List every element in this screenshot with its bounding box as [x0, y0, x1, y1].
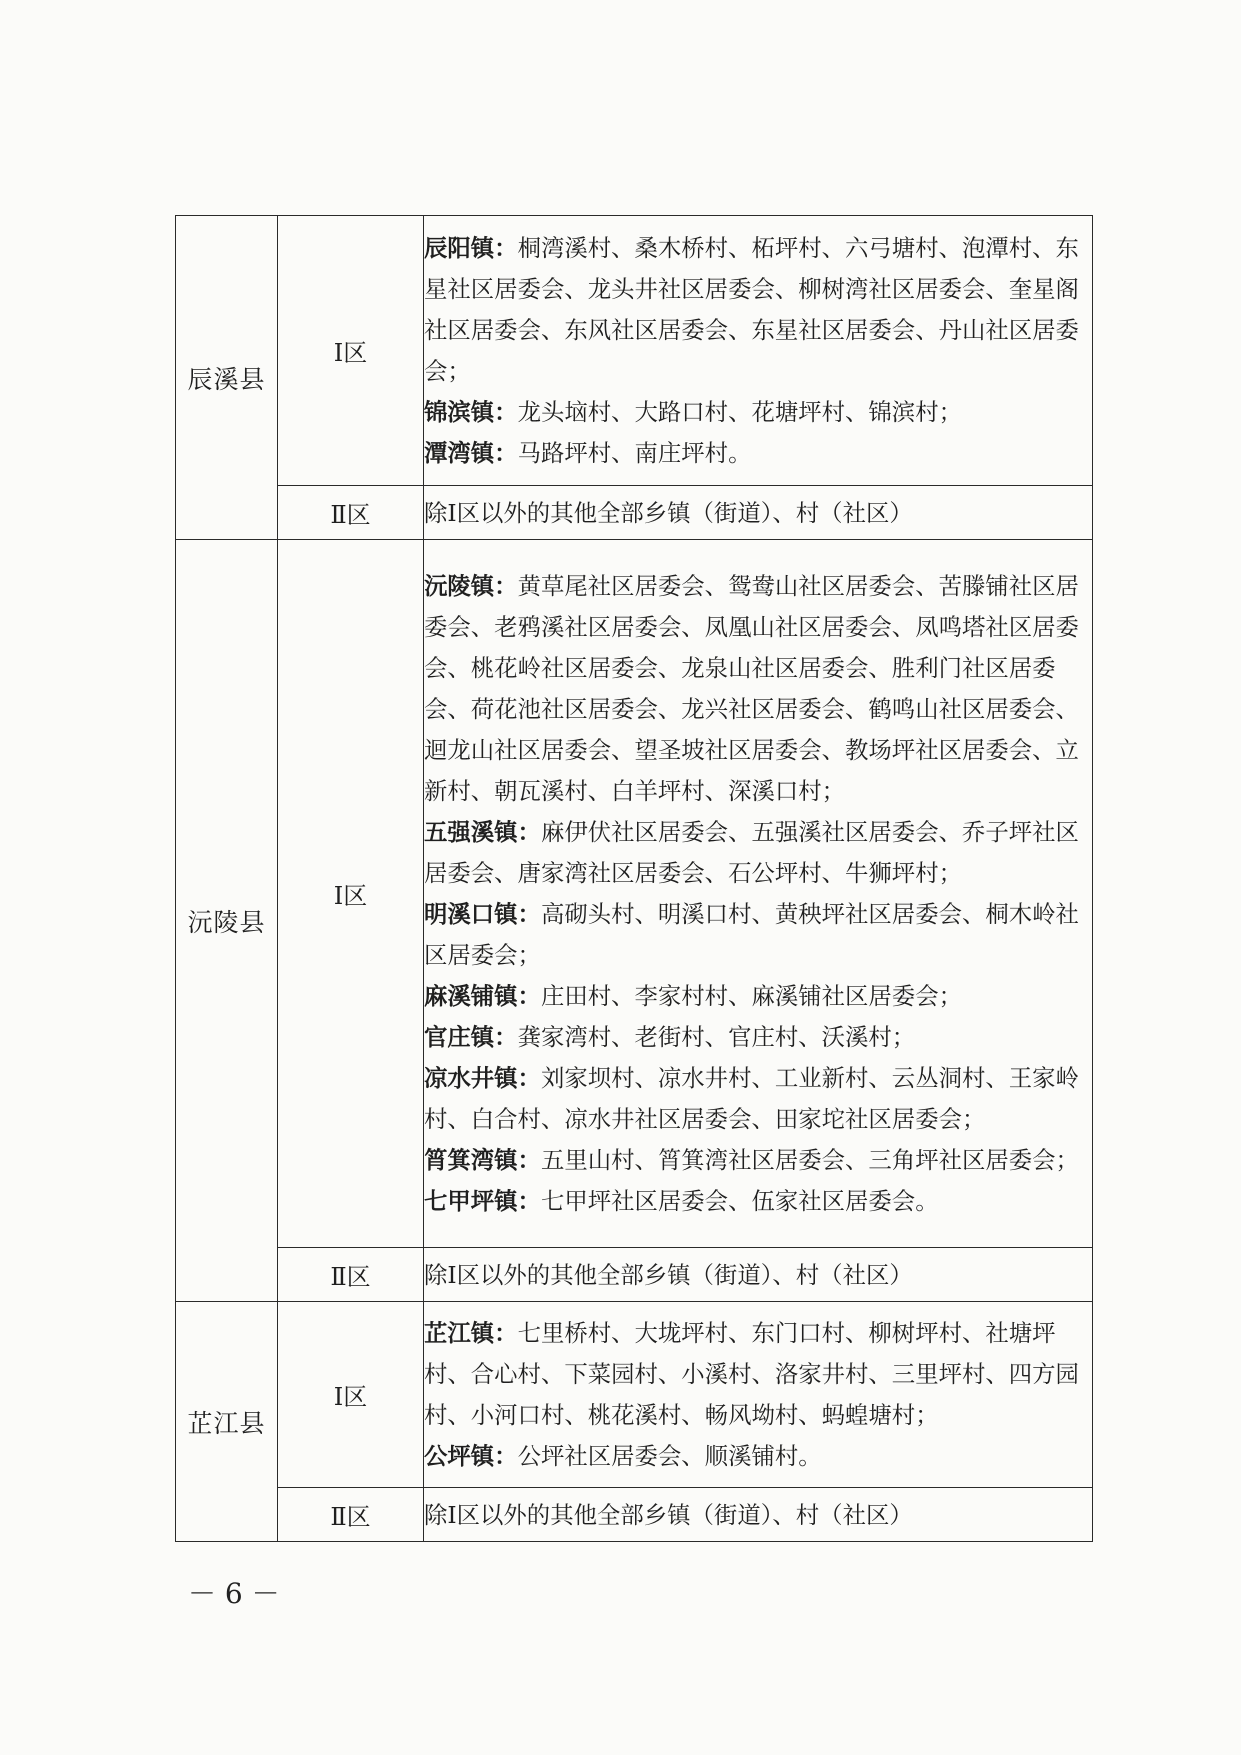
table-row: [176, 216, 1093, 486]
town-entry: [424, 392, 1092, 433]
town-places: 七里桥村、大垅坪村、东门口村、柳树坪村、社塘坪村、合心村、下菜园村、小溪村、洛家井村、三里坪村、四方园村、小河口村、桃花溪村、畅风坳村、蚂蝗塘村；: [424, 1318, 1079, 1429]
county-cell: 沅陵县: [176, 540, 278, 1302]
town-entry: [424, 976, 1092, 1017]
town-entry: [424, 1313, 1092, 1436]
town-entry: [424, 812, 1092, 894]
town-places: 黄草尾社区居委会、鸳鸯山社区居委会、苦滕铺社区居委会、老鸦溪社区居委会、凤凰山社区居委会、凤鸣塔社区居委会、桃花岭社区居委会、龙泉山社区居委会、胜利门社区居委会、荷花池社区居委会、龙兴社区居委会、鹤鸣山社区居委会、迴龙山社区居委会、望圣坡社区居委会、教场坪社区居委会、立新村、朝瓦溪村、白羊坪村、深溪口村；: [424, 571, 1079, 805]
town-entry: [424, 433, 1092, 474]
town-places: 七甲坪社区居委会、伍家社区居委会。: [540, 1186, 939, 1215]
zone-label: Ⅰ区: [278, 540, 424, 1248]
town-name: 锦滨镇：: [424, 397, 518, 426]
town-name: 麻溪铺镇：: [424, 981, 541, 1010]
table-row: [176, 1248, 1093, 1302]
county-cell: 辰溪县: [176, 216, 278, 540]
town-places: 高砌头村、明溪口村、黄秧坪社区居委会、桐木岭社区居委会；: [424, 899, 1079, 969]
zone-label: Ⅰ区: [278, 1302, 424, 1488]
town-places: 庄田村、李家村村、麻溪铺社区居委会；: [540, 981, 962, 1010]
town-places: 麻伊伏社区居委会、五强溪社区居委会、乔子坪社区居委会、唐家湾社区居委会、石公坪村、牛狮坪村；: [424, 817, 1079, 887]
zone-content: [424, 1302, 1093, 1488]
town-places: 桐湾溪村、桑木桥村、柘坪村、六弓塘村、泡潭村、东星社区居委会、龙头井社区居委会、柳树湾社区居委会、奎星阁社区居委会、东风社区居委会、东星社区居委会、丹山社区居委会；: [424, 233, 1079, 385]
town-name: 七甲坪镇：: [424, 1186, 541, 1215]
town-places: 马路坪村、南庄坪村。: [517, 438, 752, 467]
town-places: 龚家湾村、老街村、官庄村、沃溪村；: [517, 1022, 916, 1051]
zone-content: 除Ⅰ区以外的其他全部乡镇（街道）、村（社区）: [424, 1248, 1093, 1302]
town-entry: [424, 894, 1092, 976]
town-places: 龙头垴村、大路口村、花塘坪村、锦滨村；: [517, 397, 962, 426]
town-entry: [424, 1058, 1092, 1140]
table-row: [176, 540, 1093, 1248]
town-name: 芷江镇：: [424, 1318, 518, 1347]
zone-label: Ⅱ区: [278, 486, 424, 540]
town-entry: [424, 1017, 1092, 1058]
town-entry: [424, 1436, 1092, 1477]
town-name: 辰阳镇：: [424, 233, 518, 262]
town-name: 凉水井镇：: [424, 1063, 541, 1092]
town-name: 公坪镇：: [424, 1441, 518, 1470]
zone-label: Ⅱ区: [278, 1248, 424, 1302]
town-entry: [424, 566, 1092, 812]
town-name: 潭湾镇：: [424, 438, 518, 467]
town-places: 五里山村、筲箕湾社区居委会、三角坪社区居委会；: [540, 1145, 1079, 1174]
county-cell: 芷江县: [176, 1302, 278, 1542]
zone-content: 除Ⅰ区以外的其他全部乡镇（街道）、村（社区）: [424, 486, 1093, 540]
town-entry: [424, 1140, 1092, 1181]
page-number: － 6 －: [188, 1577, 280, 1610]
table-row: [176, 1488, 1093, 1542]
town-name: 明溪口镇：: [424, 899, 541, 928]
town-name: 官庄镇：: [424, 1022, 518, 1051]
zone-content: [424, 540, 1093, 1248]
zone-label: Ⅱ区: [278, 1488, 424, 1542]
town-name: 筲箕湾镇：: [424, 1145, 541, 1174]
zone-label: Ⅰ区: [278, 216, 424, 486]
zone-table: [175, 215, 1093, 1542]
table-row: [176, 1302, 1093, 1488]
town-entry: [424, 228, 1092, 392]
town-name: 沅陵镇：: [424, 571, 518, 600]
zone-content: [424, 216, 1093, 486]
zone-content: 除Ⅰ区以外的其他全部乡镇（街道）、村（社区）: [424, 1488, 1093, 1542]
town-entry: [424, 1181, 1092, 1222]
town-name: 五强溪镇：: [424, 817, 541, 846]
town-places: 公坪社区居委会、顺溪铺村。: [517, 1441, 822, 1470]
table-row: [176, 486, 1093, 540]
town-places: 刘家坝村、凉水井村、工业新村、云丛洞村、王家岭村、白合村、凉水井社区居委会、田家坨社区居委会；: [424, 1063, 1079, 1133]
